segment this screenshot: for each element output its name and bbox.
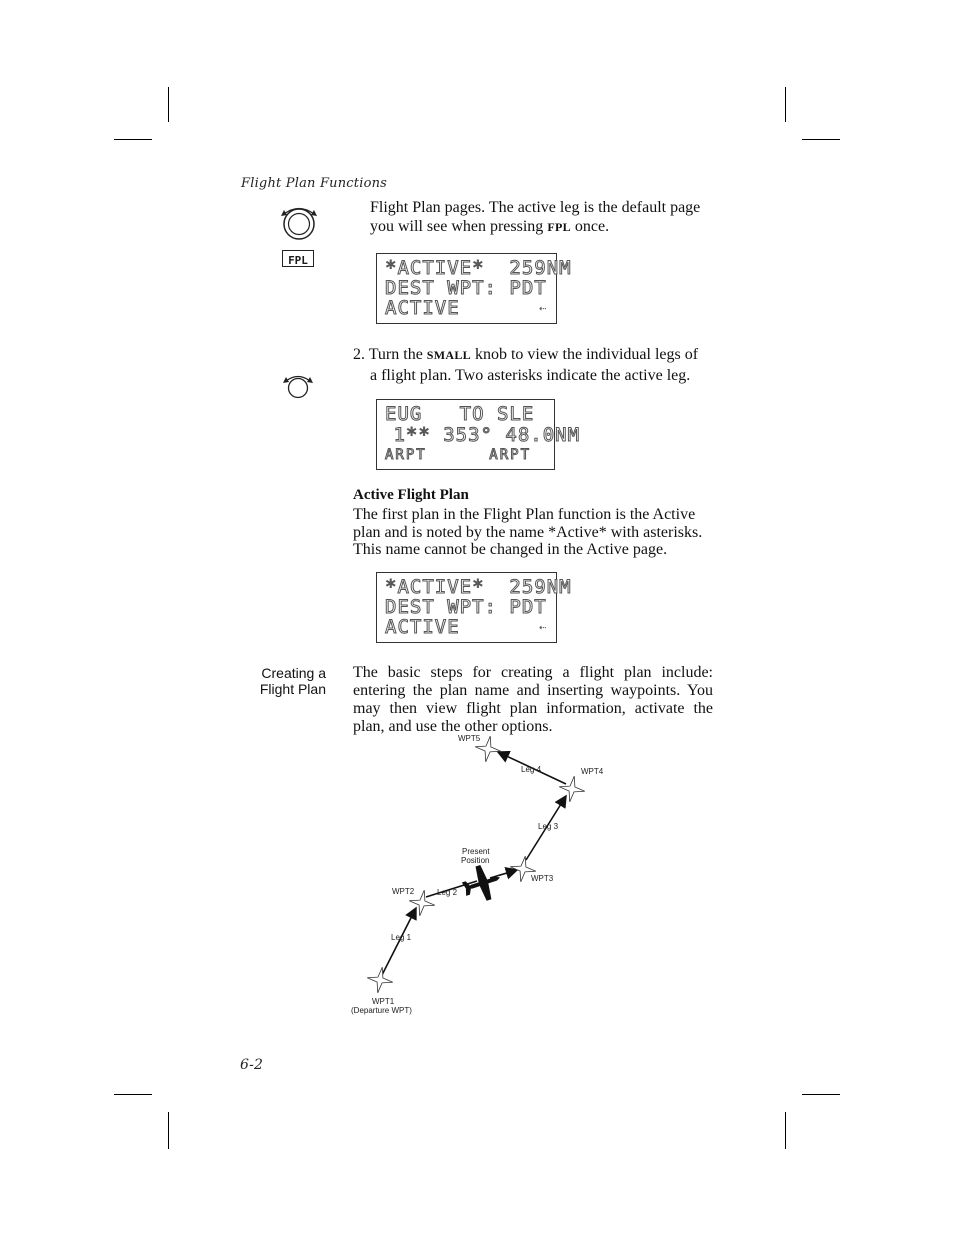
lcd-arrow-icon: ⇠ [539,301,548,315]
lcd-display-active [376,253,572,324]
lcd-line-1: *ACTIVE* 259NM [385,257,572,279]
creating-line-2: entering the plan name and inserting waypoints. You [353,682,713,699]
lcd-line-2: DEST WPT: PDT [385,277,547,299]
lcd-line-2: DEST WPT: PDT [385,596,547,618]
section-header: Flight Plan Functions [241,176,388,191]
lcd-line-1: *ACTIVE* 259NM [385,576,572,598]
wpt3-label: WPT3 [531,874,554,883]
crop-mark [785,1112,786,1149]
intro-text-end: once. [570,218,610,235]
page-number: 6-2 [240,1057,264,1073]
step-2-line-1 [353,346,698,364]
creating-line-4: plan, and use the other options. [353,718,553,735]
step-2-text-end: knob to view the individual legs of [470,346,699,363]
wpt1-sub-label: (Departure WPT) [351,1006,412,1015]
intro-line-2 [370,218,609,236]
intro-line-1: Flight Plan pages. The active leg is the default page [370,199,701,216]
step-2-text: 2. Turn the [353,346,427,363]
leg2-label: Leg 2 [437,888,458,897]
leg1-label: Leg 1 [391,933,412,942]
lcd-line-1: EUG TO SLE [385,403,535,425]
lcd-display-active [376,572,572,643]
airplane-icon [458,860,505,906]
small-knob-icon [280,372,316,402]
crop-mark [802,1094,840,1095]
leg3-label: Leg 3 [538,822,559,831]
creating-line-3: may then view flight plan information, activate the [353,700,713,717]
lcd-line-2: 1** 353° 48.0NM [381,424,581,446]
creating-line-1: The basic steps for creating a flight plan include: [353,664,713,681]
leg-2b-line [490,870,517,878]
creating-flight-plan-heading [230,665,326,697]
waypoint-star-icon [365,965,395,995]
present-position-label-2: Position [461,856,490,865]
heading-line-1: Creating a [261,665,326,681]
lcd-arrow-icon: ⇠ [539,620,548,634]
fpl-key-text: FPL [547,220,571,234]
active-plan-line-3: This name cannot be changed in the Active page. [353,541,668,558]
step-2-line-2: a flight plan. Two asterisks indicate the active leg. [370,367,691,384]
active-plan-line-2: plan and is noted by the name *Active* with asterisks. [353,524,703,541]
wpt4-label: WPT4 [581,767,604,776]
heading-line-2: Flight Plan [259,681,326,697]
creating-paragraph [353,664,713,736]
lcd-line-3: ACTIVE [385,297,460,319]
waypoint-star-icon [557,774,587,804]
present-position-label-1: Present [462,847,490,856]
crop-mark [114,139,152,140]
crop-mark [785,87,786,122]
crop-mark [168,1112,169,1149]
leg4-label: Leg 4 [521,765,542,774]
wpt5-label: WPT5 [458,734,481,743]
crop-mark [802,139,840,140]
small-key-text: SMALL [426,348,471,362]
crop-mark [168,87,169,122]
crop-mark [114,1094,152,1095]
lcd-line-3: ACTIVE [385,616,460,638]
lcd-display-leg [376,399,581,470]
wpt2-label: WPT2 [392,887,415,896]
fpl-key-label: FPL [288,254,308,267]
wpt1-label: WPT1 [372,997,395,1006]
fpl-key-icon [282,250,314,267]
active-flight-plan-heading: Active Flight Plan [353,487,469,503]
large-small-knob-icon [276,202,322,246]
active-plan-line-1: The first plan in the Flight Plan function is the Active [353,506,696,523]
flight-plan-diagram [340,730,640,1020]
lcd-line-3: ARPT ARPT [385,447,532,463]
intro-text: you will see when pressing [370,218,548,235]
